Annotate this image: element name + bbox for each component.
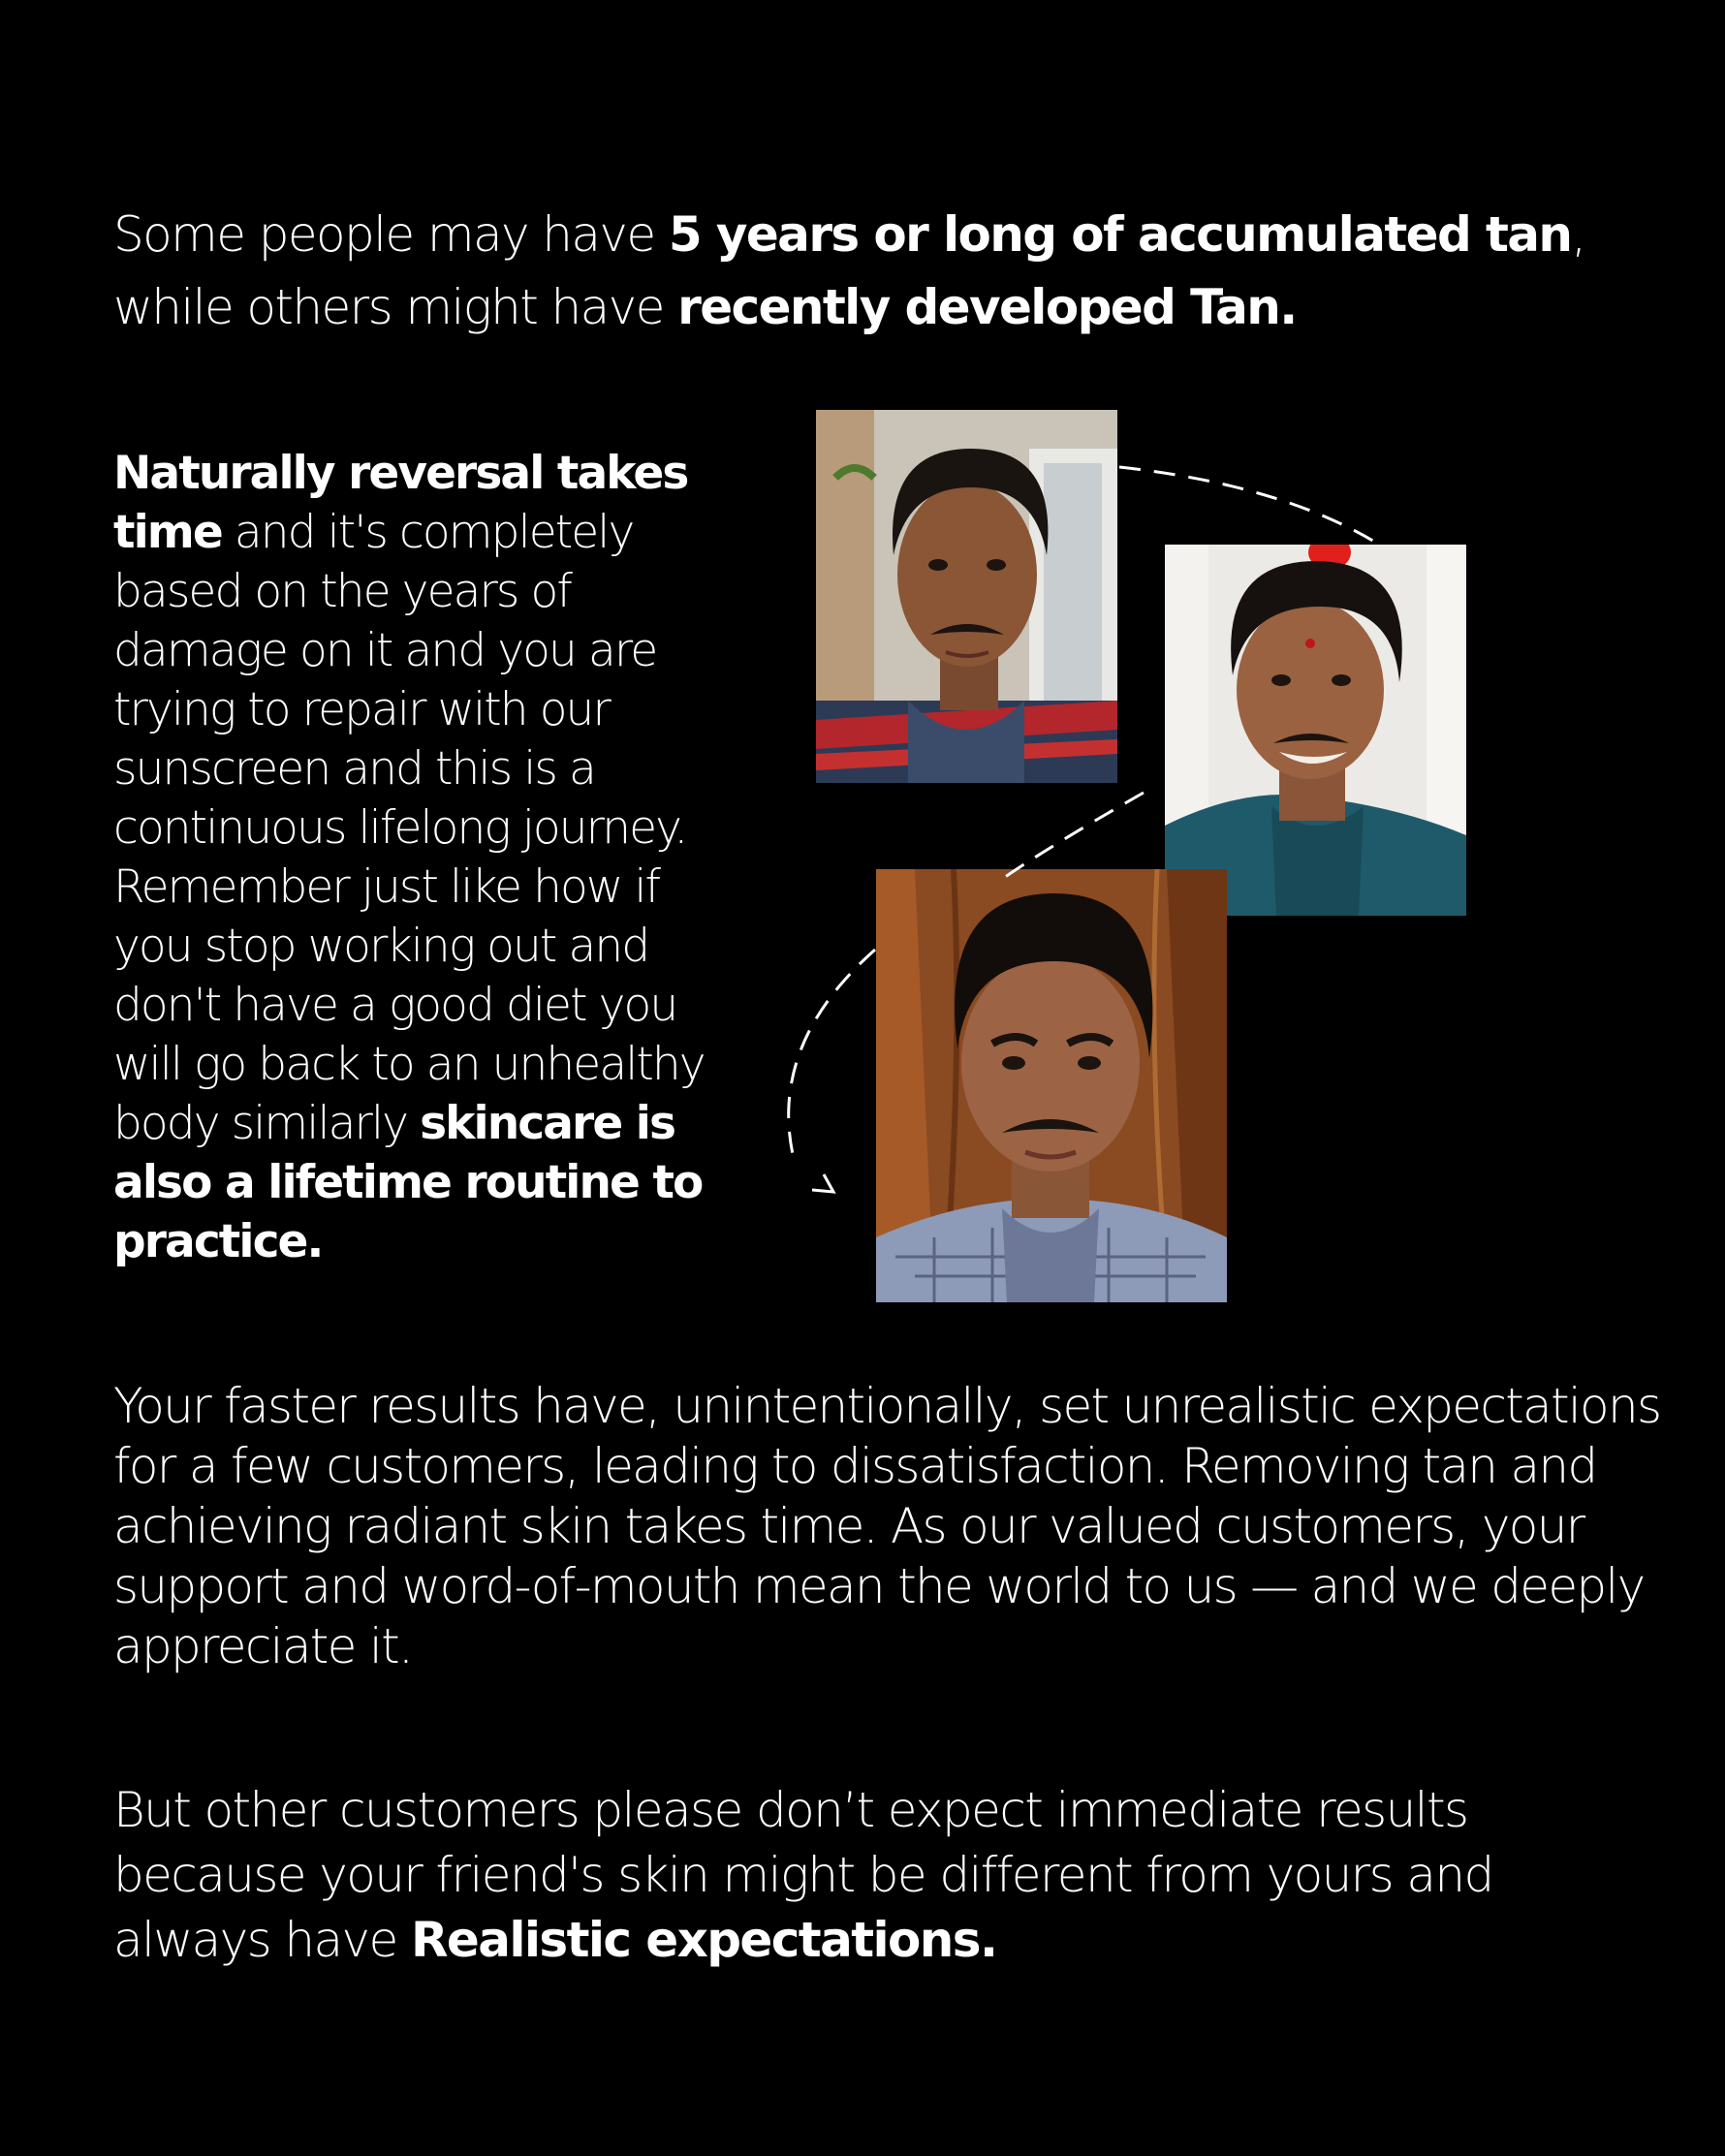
before-photo bbox=[816, 410, 1117, 783]
arrowhead-icon bbox=[812, 1174, 833, 1192]
intro-bold-recent: recently developed Tan. bbox=[677, 279, 1297, 335]
intro-text-2: , while others might have bbox=[113, 206, 1585, 335]
reversal-bold-end: skincare is also a lifetime routine to practice. bbox=[113, 1097, 703, 1268]
intro-bold-years: 5 years or long of accumulated tan bbox=[668, 206, 1572, 263]
reversal-body-text: and it's completely based on the years of damage on it and you are trying to repair with our sunscreen and this is a continuous lifelong journey. Remember just like how if you stop working out and don't have a good diet you will go back to an unhealthy body similarly bbox=[113, 506, 705, 1150]
faster-results-paragraph: Your faster results have, unintentionally, set unrealistic expectations for a few customers, leading to dissatisfaction. Removing tan and achieving radiant skin takes time. As our valued customers, your support and word-of-mouth mean the world to us — and we deeply appreciate it. bbox=[113, 1378, 1661, 1674]
reversal-paragraph bbox=[113, 444, 705, 1271]
other-body-text: But other customers please don’t expect immediate results because your friend's skin might be different from yours and always have bbox=[113, 1782, 1493, 1968]
progress-photo bbox=[1165, 545, 1466, 916]
intro-paragraph bbox=[113, 199, 1625, 344]
intro-text-1: Some people may have bbox=[113, 206, 669, 263]
after-photo bbox=[876, 869, 1227, 1302]
reversal-bold-lead: Naturally reversal takes time bbox=[113, 447, 688, 559]
other-customers-paragraph bbox=[113, 1778, 1625, 1973]
other-bold-realistic: Realistic expectations. bbox=[410, 1912, 997, 1968]
